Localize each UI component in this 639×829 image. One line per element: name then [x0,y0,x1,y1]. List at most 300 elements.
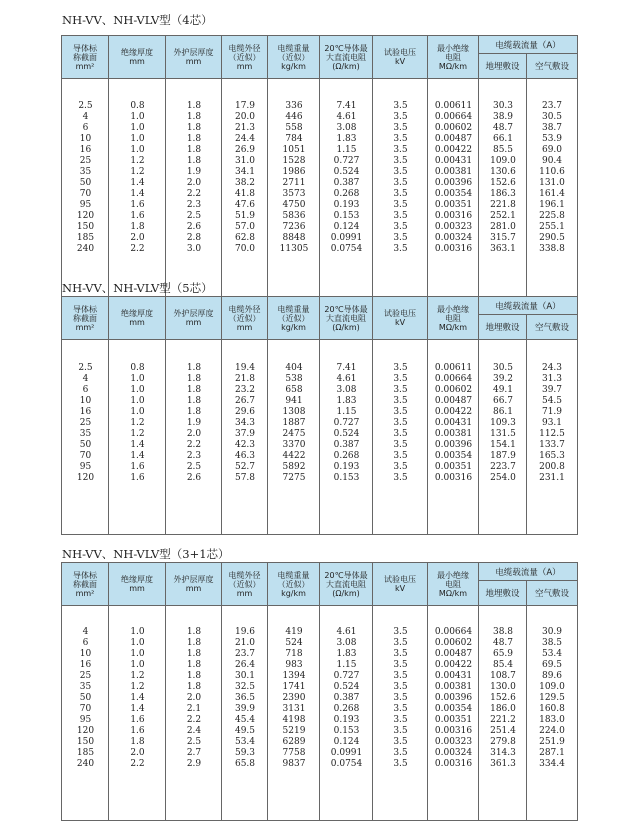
table-cell: 24.3 [541,363,563,373]
table-cell: 1.2 [130,167,145,177]
table-cell: 3370 [282,440,306,450]
table-cell: 95 [79,715,92,725]
table-cell: 8848 [282,233,306,243]
spec-table [61,35,578,298]
table-cell: 3.5 [393,200,408,210]
header-line: （近似） [228,579,261,589]
table-cell: 38.9 [492,112,514,122]
table-cell: 338.8 [539,244,565,254]
header-line: 20℃导体最 [324,43,368,53]
table-cell: 110.6 [539,167,565,177]
header-line: 20℃导体最 [324,570,368,580]
table-cell: 3.5 [393,123,408,133]
table-cell: 3.5 [393,473,408,483]
table-cell: 1.0 [130,649,145,659]
table-cell: 200.8 [539,462,565,472]
table-cell: 1.0 [130,145,145,155]
header-line: （近似） [228,52,261,62]
table-cell: 2.5 [78,363,93,373]
header-line: 外护层厚度 [173,575,214,584]
table-cell: 34.1 [234,167,256,177]
table-cell: 0.00324 [434,748,473,758]
table-cell: 3.5 [393,660,408,670]
table-cell: 0.00323 [434,737,473,747]
table-cell: 59.3 [234,748,256,758]
header-line: kg/km [281,588,306,598]
table-cell: 3.5 [393,429,408,439]
header-buried: 地埋敷设 [479,314,527,339]
table-cell: 0.153 [333,211,360,221]
table-cell: 133.7 [539,440,565,450]
table-cell: 1887 [282,418,306,428]
header-weight [268,563,320,605]
table-cell: 2475 [282,429,306,439]
table-cell: 23.2 [234,385,256,395]
table-cell: 0.153 [333,726,360,736]
table-row [62,200,577,211]
table-cell: 1741 [282,682,306,692]
table-cell: 95 [79,462,92,472]
header-line: 最小绝缘 [437,304,469,314]
table-cell: 5219 [282,726,306,736]
table-cell: 3.5 [393,178,408,188]
table-cell: 41.8 [234,189,256,199]
table-cell: 23.7 [234,649,256,659]
header-line: 电缆外径 [228,304,261,314]
table-cell: 1.2 [130,671,145,681]
table-row [62,440,577,451]
table-cell: 538 [285,374,303,384]
header-resistance [320,36,373,78]
table-cell: 336 [285,101,303,111]
table-cell: 363.1 [490,244,516,254]
table-cell: 3.5 [393,737,408,747]
table-cell: 3.5 [393,462,408,472]
header-line: mm² [75,61,95,71]
table-cell: 1.2 [130,418,145,428]
table-cell: 1.0 [130,627,145,637]
header-buried: 地埋敷设 [479,53,527,78]
table-row [62,638,577,649]
table-cell: 3.5 [393,156,408,166]
table-cell: 130.6 [490,167,516,177]
header-line: 电缆重量 [277,43,310,53]
table-cell: 3.5 [393,101,408,111]
table-cell: 1.2 [130,156,145,166]
table-cell: 1.2 [130,682,145,692]
table-cell: 1.4 [130,178,145,188]
table-row [62,726,577,737]
table-cell: 30.9 [541,627,563,637]
table-cell: 1.4 [130,693,145,703]
table-cell: 3.5 [393,671,408,681]
table-cell: 0.00602 [434,123,473,133]
table-cell: 86.1 [492,407,514,417]
table-cell: 251.4 [490,726,516,736]
table-cell: 30.3 [492,101,514,111]
table-cell: 361.3 [490,759,516,769]
header-capacity-title: 电缆载流量（A） [479,563,577,581]
table-cell: 185 [76,233,95,243]
header-sheath [166,563,222,605]
header-line: 电阻 [445,52,461,62]
table-cell: 1.8 [186,682,202,692]
table-cell: 0.8 [130,101,145,111]
table-cell: 66.7 [492,396,514,406]
table-cell: 7.41 [336,101,357,111]
table-cell: 0.0991 [330,748,363,758]
table-cell: 3.5 [393,189,408,199]
table-row [62,748,577,759]
header-line: 最小绝缘 [437,570,469,580]
header-line: 试验电压 [384,48,416,57]
header-line: 称截面 [73,313,97,323]
table-cell: 48.7 [492,638,514,648]
table-cell: 3.08 [336,638,357,648]
table-cell: 7.41 [336,363,357,373]
table-cell: 0.00381 [434,682,473,692]
table-cell: 26.7 [234,396,256,406]
table-cell: 1.83 [336,396,357,406]
header-line: mm [236,61,253,71]
table-cell: 0.00323 [434,222,473,232]
table-cell: 25 [79,156,92,166]
table-cell: 186.0 [490,704,516,714]
table-cell: 3.5 [393,222,408,232]
table-cell: 4 [82,627,89,637]
header-resistance [320,297,373,339]
table-cell: 3.5 [393,627,408,637]
table-cell: 38.8 [492,627,514,637]
table-cell: 3.5 [393,693,408,703]
table-cell: 2.0 [186,429,202,439]
table-cell: 45.4 [234,715,256,725]
table-row [62,693,577,704]
table-cell: 3.5 [393,418,408,428]
table-cell: 66.1 [492,134,514,144]
table-cell: 1051 [282,145,306,155]
table-cell: 4 [82,112,89,122]
table-cell: 446 [285,112,303,122]
table-cell: 1.83 [336,649,357,659]
table-cell: 0.00422 [434,660,473,670]
table-cell: 6 [82,385,89,395]
header-line: 绝缘厚度 [121,309,153,318]
table-cell: 0.00354 [434,451,473,461]
table-cell: 53.4 [234,737,256,747]
header-line: 绝缘厚度 [121,575,153,584]
table-cell: 0.00396 [434,693,473,703]
header-line: 最小绝缘 [437,43,469,53]
table-cell: 50 [79,178,92,188]
table-cell: 70 [79,451,92,461]
table-cell: 2.0 [186,693,202,703]
table-cell: 39.2 [492,374,514,384]
table-cell: 1.4 [130,440,145,450]
table-cell: 0.00316 [434,244,473,254]
table-row [62,418,577,429]
table-cell: 26.9 [234,145,256,155]
header-line: 电缆重量 [277,304,310,314]
table-cell: 334.4 [539,759,565,769]
header-line: （近似） [277,313,310,323]
table-row [62,671,577,682]
table-cell: 0.00316 [434,759,473,769]
table-cell: 16 [79,145,92,155]
header-line: 20℃导体最 [324,304,368,314]
header-line: mm [185,584,202,593]
table-cell: 1.8 [186,649,202,659]
table-cell: 4 [82,374,89,384]
table-cell: 38.2 [234,178,256,188]
table-cell: 3.5 [393,682,408,692]
table-cell: 0.387 [333,178,360,188]
table-cell: 3.5 [393,726,408,736]
table-cell: 252.1 [490,211,516,221]
header-line: 电缆重量 [277,570,310,580]
table-cell: 0.00487 [434,649,473,659]
table-cell: 108.7 [490,671,516,681]
table-cell: 287.1 [539,748,565,758]
table-cell: 38.7 [541,123,563,133]
table-cell: 0.00351 [434,462,473,472]
table-cell: 0.524 [333,682,360,692]
table-cell: 1.8 [130,222,145,232]
table-cell: 0.8 [130,363,145,373]
table-cell: 3.5 [393,638,408,648]
table-cell: 50 [79,693,92,703]
table-row [62,112,577,123]
header-capacity-title: 电缆载流量（A） [479,36,577,54]
table-cell: 85.4 [492,660,514,670]
table-cell: 1.2 [130,429,145,439]
table-cell: 2.0 [130,233,145,243]
table-cell: 5892 [282,462,306,472]
table-cell: 131.0 [539,178,565,188]
table-cell: 0.00316 [434,211,473,221]
table-cell: 29.6 [234,407,256,417]
table-cell: 2.2 [186,715,202,725]
table-cell: 4750 [282,200,306,210]
header-insulation [109,297,166,339]
table-cell: 30.5 [541,112,563,122]
header-line: （近似） [277,579,310,589]
table-cell: 0.00422 [434,145,473,155]
table-cell: 2.7 [186,748,202,758]
table-cell: 3131 [282,704,306,714]
table-cell: 0.727 [333,418,360,428]
table-row [62,473,577,484]
table-cell: 718 [285,649,303,659]
table-cell: 1.8 [186,407,202,417]
table-cell: 0.193 [333,715,360,725]
header-line: (Ω/km) [332,322,360,332]
table-cell: 0.0991 [330,233,363,243]
table-cell: 93.1 [541,418,563,428]
table-cell: 1.0 [130,112,145,122]
table-cell: 3.5 [393,748,408,758]
table-cell: 6289 [282,737,306,747]
table-cell: 9837 [282,759,306,769]
table-cell: 2.6 [186,222,202,232]
header-insulation [109,563,166,605]
table-cell: 3.5 [393,385,408,395]
table-cell: 1.8 [186,385,202,395]
table-cell: 21.3 [234,123,256,133]
header-conductor [62,297,109,339]
header-line: 试验电压 [384,309,416,318]
table-cell: 0.268 [333,451,360,461]
table-cell: 2.8 [186,233,202,243]
table-cell: 34.3 [234,418,256,428]
table-cell: 57.0 [234,222,256,232]
table-cell: 0.00422 [434,407,473,417]
header-line: 试验电压 [384,575,416,584]
table-cell: 161.4 [539,189,565,199]
table-cell: 1.8 [186,134,202,144]
table-cell: 0.524 [333,167,360,177]
table-cell: 0.00664 [434,112,473,122]
table-cell: 160.8 [539,704,565,714]
table-cell: 0.00351 [434,200,473,210]
table-cell: 314.3 [490,748,516,758]
table-cell: 524 [285,638,303,648]
table-cell: 1.0 [130,396,145,406]
table-cell: 1.8 [186,123,202,133]
table-cell: 2.0 [186,178,202,188]
table-cell: 69.5 [541,660,563,670]
table-cell: 3.5 [393,145,408,155]
header-insulation_res [428,297,479,339]
table-header [62,36,577,79]
table-cell: 47.6 [234,200,256,210]
table-cell: 31.3 [541,374,563,384]
table-cell: 3.5 [393,715,408,725]
header-voltage [373,36,428,78]
table-cell: 150 [76,222,95,232]
table-cell: 223.7 [490,462,516,472]
table-cell: 3.5 [393,211,408,221]
header-capacity [479,563,577,605]
table-cell: 0.00316 [434,473,473,483]
table-cell: 240 [76,244,95,254]
table-cell: 251.9 [539,737,565,747]
table-cell: 51.9 [234,211,256,221]
table-cell: 0.00431 [434,156,473,166]
table-cell: 281.0 [490,222,516,232]
table-cell: 1.8 [186,638,202,648]
table-cell: 0.00431 [434,671,473,681]
table-cell: 0.00602 [434,638,473,648]
table-row [62,759,577,770]
table-cell: 109.0 [539,682,565,692]
header-line: kg/km [281,61,306,71]
table-cell: 1.0 [130,123,145,133]
header-line: 导体标 [73,43,97,53]
table-row [62,715,577,726]
table-row [62,123,577,134]
header-conductor [62,563,109,605]
table-cell: 1.15 [336,145,357,155]
section-title: NH-VV、NH-VLV型（4芯） [62,13,213,27]
table-cell: 240 [76,759,95,769]
table-cell: 0.00316 [434,726,473,736]
table-cell: 1.4 [130,189,145,199]
table-cell: 2.5 [186,462,202,472]
table-cell: 1.9 [186,167,202,177]
table-cell: 3.5 [393,244,408,254]
table-cell: 54.5 [541,396,563,406]
table-cell: 154.1 [490,440,516,450]
header-line: mm² [75,588,95,598]
spec-table [61,562,578,821]
table-cell: 3.08 [336,385,357,395]
header-capacity [479,297,577,339]
table-cell: 70 [79,704,92,714]
table-cell: 30.5 [492,363,514,373]
table-cell: 1.0 [130,407,145,417]
header-line: kg/km [281,322,306,332]
header-insulation_res [428,563,479,605]
table-cell: 186.3 [490,189,516,199]
table-cell: 558 [285,123,303,133]
table-cell: 1.8 [186,363,202,373]
table-cell: 71.9 [541,407,563,417]
header-capacity [479,36,577,78]
table-cell: 2.2 [186,440,202,450]
table-cell: 70.0 [234,244,256,254]
table-cell: 0.0754 [330,244,363,254]
table-cell: 3.5 [393,704,408,714]
header-line: 电缆外径 [228,43,261,53]
table-cell: 120 [76,726,95,736]
table-cell: 3.5 [393,440,408,450]
table-cell: 3.5 [393,396,408,406]
header-diameter [222,36,268,78]
table-cell: 23.7 [541,101,563,111]
table-cell: 1.4 [130,451,145,461]
header-line: mm [236,322,253,332]
table-cell: 3.5 [393,233,408,243]
table-cell: 21.0 [234,638,256,648]
table-cell: 3.5 [393,134,408,144]
table-cell: 50 [79,440,92,450]
table-cell: 89.6 [541,671,563,681]
table-cell: 0.00381 [434,167,473,177]
header-line: 大直流电阻 [326,579,366,589]
table-row [62,451,577,462]
table-body [62,340,577,534]
table-cell: 2.2 [130,244,145,254]
table-row [62,244,577,255]
table-cell: 1.6 [130,200,145,210]
table-cell: 42.3 [234,440,256,450]
header-line: mm [129,318,145,327]
table-cell: 49.1 [492,385,514,395]
spec-table [61,296,578,535]
header-line: 大直流电阻 [326,52,366,62]
table-cell: 35 [79,167,92,177]
table-cell: 231.1 [539,473,565,483]
header-line: mm² [75,322,95,332]
table-cell: 2711 [282,178,306,188]
header-line: 导体标 [73,304,97,314]
table-cell: 53.9 [541,134,563,144]
table-cell: 1.8 [186,396,202,406]
table-row [62,134,577,145]
table-cell: 19.6 [234,627,256,637]
table-cell: 25 [79,671,92,681]
